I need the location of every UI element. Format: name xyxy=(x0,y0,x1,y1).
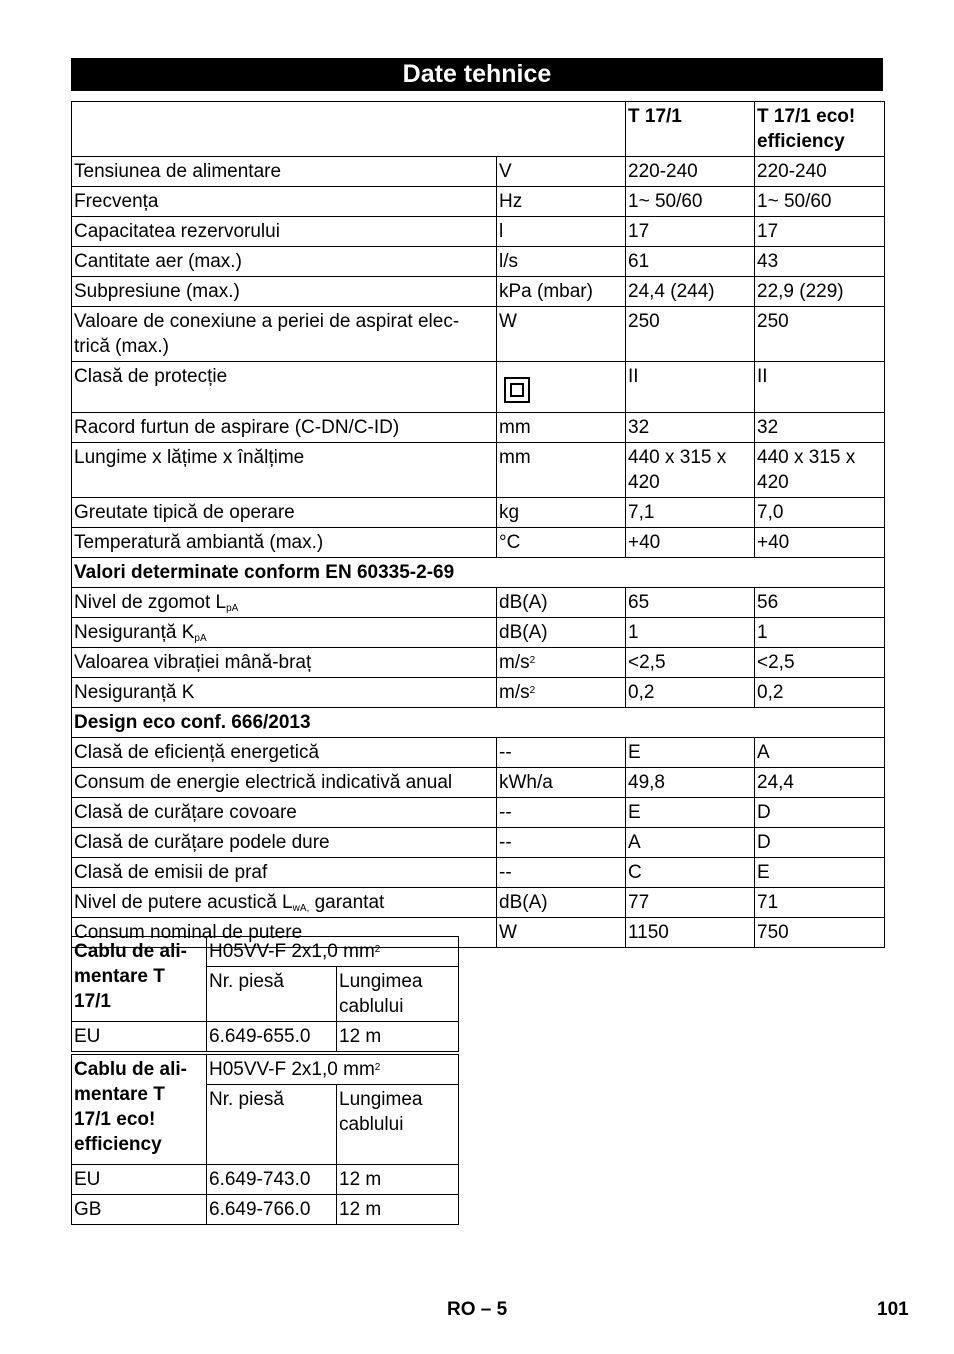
value-t17-1: 61 xyxy=(626,247,755,277)
row-label xyxy=(72,888,497,918)
row-label: Nesiguranță K xyxy=(72,678,497,708)
cable-part-number: 6.649-766.0 xyxy=(207,1195,337,1225)
section-heading-measured-values: Valori determinate conform EN 60335-2-69 xyxy=(72,558,885,588)
cable-part-number: 6.649-655.0 xyxy=(207,1022,337,1052)
table-row xyxy=(72,1022,459,1052)
section-row xyxy=(72,558,885,588)
table-row xyxy=(72,738,885,768)
row-label xyxy=(72,588,497,618)
table-header-row xyxy=(72,102,885,157)
value-t17-1-eco: 43 xyxy=(755,247,885,277)
row-label: Greutate tipică de operare xyxy=(72,498,497,528)
value-t17-1: <2,5 xyxy=(626,648,755,678)
cable-length: 12 m xyxy=(337,1195,459,1225)
row-unit: mm xyxy=(497,443,626,498)
value-t17-1-eco: 32 xyxy=(755,413,885,443)
value-t17-1: E xyxy=(626,738,755,768)
value-t17-1-eco: 250 xyxy=(755,307,885,362)
row-label: Clasă de emisii de praf xyxy=(72,858,497,888)
table-row xyxy=(72,362,885,413)
label-subscript: wA, xyxy=(292,903,310,914)
table-row xyxy=(72,1165,459,1195)
value-t17-1-eco: 22,9 (229) xyxy=(755,277,885,307)
table-row xyxy=(72,768,885,798)
cable-title: Cablu de ali-mentare T 17/1 xyxy=(72,937,207,1022)
value-t17-1-eco: 0,2 xyxy=(755,678,885,708)
unit-superscript: 2 xyxy=(529,655,536,666)
cable-type xyxy=(207,937,459,967)
technical-data-table xyxy=(71,101,885,948)
row-unit: mm xyxy=(497,413,626,443)
cable-type-text: H05VV-F 2x1,0 mm xyxy=(209,941,375,962)
row-unit: W xyxy=(497,918,626,948)
row-unit xyxy=(497,648,626,678)
header-model-t17-1: T 17/1 xyxy=(626,102,755,157)
value-t17-1: 17 xyxy=(626,217,755,247)
col-cable-length: Lungimea cablului xyxy=(337,1085,459,1165)
table-row xyxy=(72,588,885,618)
value-t17-1-eco: 71 xyxy=(755,888,885,918)
row-unit: -- xyxy=(497,858,626,888)
row-label: Lungime x lățime x înălțime xyxy=(72,443,497,498)
row-label: Clasă de protecție xyxy=(72,362,497,413)
cable-type-superscript: 2 xyxy=(374,1062,381,1073)
row-label xyxy=(72,618,497,648)
row-label: Capacitatea rezervorului xyxy=(72,217,497,247)
value-t17-1: 1~ 50/60 xyxy=(626,187,755,217)
unit-text: m/s xyxy=(499,682,530,703)
row-unit: Hz xyxy=(497,187,626,217)
row-label: Valoare de conexiune a periei de aspirat elec-trică (max.) xyxy=(72,307,497,362)
table-row xyxy=(72,798,885,828)
value-t17-1-eco: <2,5 xyxy=(755,648,885,678)
value-t17-1: 77 xyxy=(626,888,755,918)
value-t17-1: 440 x 315 x 420 xyxy=(626,443,755,498)
value-t17-1: 220-240 xyxy=(626,157,755,187)
value-t17-1-eco: 440 x 315 x 420 xyxy=(755,443,885,498)
value-t17-1: 7,1 xyxy=(626,498,755,528)
header-empty xyxy=(72,102,626,157)
row-unit xyxy=(497,362,626,413)
value-t17-1: 1150 xyxy=(626,918,755,948)
cable-type-row xyxy=(72,1055,459,1085)
value-t17-1-eco: D xyxy=(755,798,885,828)
table-row xyxy=(72,888,885,918)
row-unit: W xyxy=(497,307,626,362)
cable-region: EU xyxy=(72,1165,207,1195)
table-row xyxy=(72,413,885,443)
footer-section: RO – 5 xyxy=(447,1299,508,1320)
cable-part-number: 6.649-743.0 xyxy=(207,1165,337,1195)
table-row xyxy=(72,1195,459,1225)
value-t17-1: A xyxy=(626,828,755,858)
table-row xyxy=(72,648,885,678)
row-unit: -- xyxy=(497,828,626,858)
row-unit: dB(A) xyxy=(497,588,626,618)
col-cable-length: Lungimea cablului xyxy=(337,967,459,1022)
value-t17-1: C xyxy=(626,858,755,888)
table-row xyxy=(72,528,885,558)
label-subscript: pA xyxy=(226,603,239,614)
section-row xyxy=(72,708,885,738)
cable-region: GB xyxy=(72,1195,207,1225)
row-label: Racord furtun de aspirare (C-DN/C-ID) xyxy=(72,413,497,443)
row-unit xyxy=(497,678,626,708)
row-label: Consum nominal de putere xyxy=(72,918,497,948)
value-t17-1: E xyxy=(626,798,755,828)
row-label: Clasă de curățare covoare xyxy=(72,798,497,828)
label-text: Nivel de putere acustică L xyxy=(74,892,293,913)
table-row xyxy=(72,498,885,528)
value-t17-1-eco: 750 xyxy=(755,918,885,948)
table-row xyxy=(72,157,885,187)
label-subscript: pA xyxy=(194,633,207,644)
value-t17-1-eco: E xyxy=(755,858,885,888)
table-row xyxy=(72,618,885,648)
section-heading-eco-design: Design eco conf. 666/2013 xyxy=(72,708,885,738)
page-title: Date tehnice xyxy=(71,58,883,91)
row-unit: kWh/a xyxy=(497,768,626,798)
row-unit: kg xyxy=(497,498,626,528)
value-t17-1: +40 xyxy=(626,528,755,558)
row-label: Temperatură ambiantă (max.) xyxy=(72,528,497,558)
value-t17-1-eco: II xyxy=(755,362,885,413)
col-part-number: Nr. piesă xyxy=(207,967,337,1022)
label-text: Nesiguranță K xyxy=(74,622,195,643)
row-unit: V xyxy=(497,157,626,187)
cable-type-superscript: 2 xyxy=(374,944,381,955)
value-t17-1-eco: 17 xyxy=(755,217,885,247)
value-t17-1-eco: +40 xyxy=(755,528,885,558)
cable-region: EU xyxy=(72,1022,207,1052)
cable-table-t17-1 xyxy=(71,936,459,1052)
row-unit: l/s xyxy=(497,247,626,277)
row-unit: dB(A) xyxy=(497,888,626,918)
cable-type xyxy=(207,1055,459,1085)
row-label: Valoarea vibrației mână-braț xyxy=(72,648,497,678)
row-label: Subpresiune (max.) xyxy=(72,277,497,307)
row-label: Clasă de eficiență energetică xyxy=(72,738,497,768)
value-t17-1-eco: 1~ 50/60 xyxy=(755,187,885,217)
cable-type-text: H05VV-F 2x1,0 mm xyxy=(209,1059,375,1080)
row-label: Tensiunea de alimentare xyxy=(72,157,497,187)
unit-superscript: 2 xyxy=(529,685,536,696)
label-text: Nivel de zgomot L xyxy=(74,592,227,613)
table-row xyxy=(72,678,885,708)
row-label: Frecvența xyxy=(72,187,497,217)
table-row xyxy=(72,217,885,247)
row-unit: -- xyxy=(497,738,626,768)
value-t17-1: 32 xyxy=(626,413,755,443)
value-t17-1-eco: 24,4 xyxy=(755,768,885,798)
table-row xyxy=(72,828,885,858)
table-row xyxy=(72,307,885,362)
table-row xyxy=(72,247,885,277)
row-unit: -- xyxy=(497,798,626,828)
table-row xyxy=(72,277,885,307)
row-unit: dB(A) xyxy=(497,618,626,648)
row-label: Clasă de curățare podele dure xyxy=(72,828,497,858)
table-row xyxy=(72,858,885,888)
cable-length: 12 m xyxy=(337,1165,459,1195)
value-t17-1-eco: 1 xyxy=(755,618,885,648)
value-t17-1: 24,4 (244) xyxy=(626,277,755,307)
unit-text: m/s xyxy=(499,652,530,673)
value-t17-1-eco: 220-240 xyxy=(755,157,885,187)
row-label: Cantitate aer (max.) xyxy=(72,247,497,277)
protection-class-ii-icon xyxy=(504,377,530,403)
cable-table-t17-1-eco xyxy=(71,1054,459,1225)
row-unit: °C xyxy=(497,528,626,558)
value-t17-1: 1 xyxy=(626,618,755,648)
value-t17-1: 250 xyxy=(626,307,755,362)
col-part-number: Nr. piesă xyxy=(207,1085,337,1165)
value-t17-1: 65 xyxy=(626,588,755,618)
row-unit: kPa (mbar) xyxy=(497,277,626,307)
value-t17-1-eco: 7,0 xyxy=(755,498,885,528)
row-unit: l xyxy=(497,217,626,247)
value-t17-1: 0,2 xyxy=(626,678,755,708)
value-t17-1-eco: A xyxy=(755,738,885,768)
table-row xyxy=(72,187,885,217)
row-label: Consum de energie electrică indicativă anual xyxy=(72,768,497,798)
value-t17-1-eco: 56 xyxy=(755,588,885,618)
cable-type-row xyxy=(72,937,459,967)
table-row xyxy=(72,443,885,498)
value-t17-1: 49,8 xyxy=(626,768,755,798)
header-model-t17-1-eco: T 17/1 eco! efficiency xyxy=(755,102,885,157)
label-suffix: garantat xyxy=(309,892,385,913)
value-t17-1-eco: D xyxy=(755,828,885,858)
cable-title: Cablu de ali-mentare T 17/1 eco! efficiency xyxy=(72,1055,207,1165)
page-number: 101 xyxy=(877,1299,909,1320)
cable-length: 12 m xyxy=(337,1022,459,1052)
value-t17-1: II xyxy=(626,362,755,413)
